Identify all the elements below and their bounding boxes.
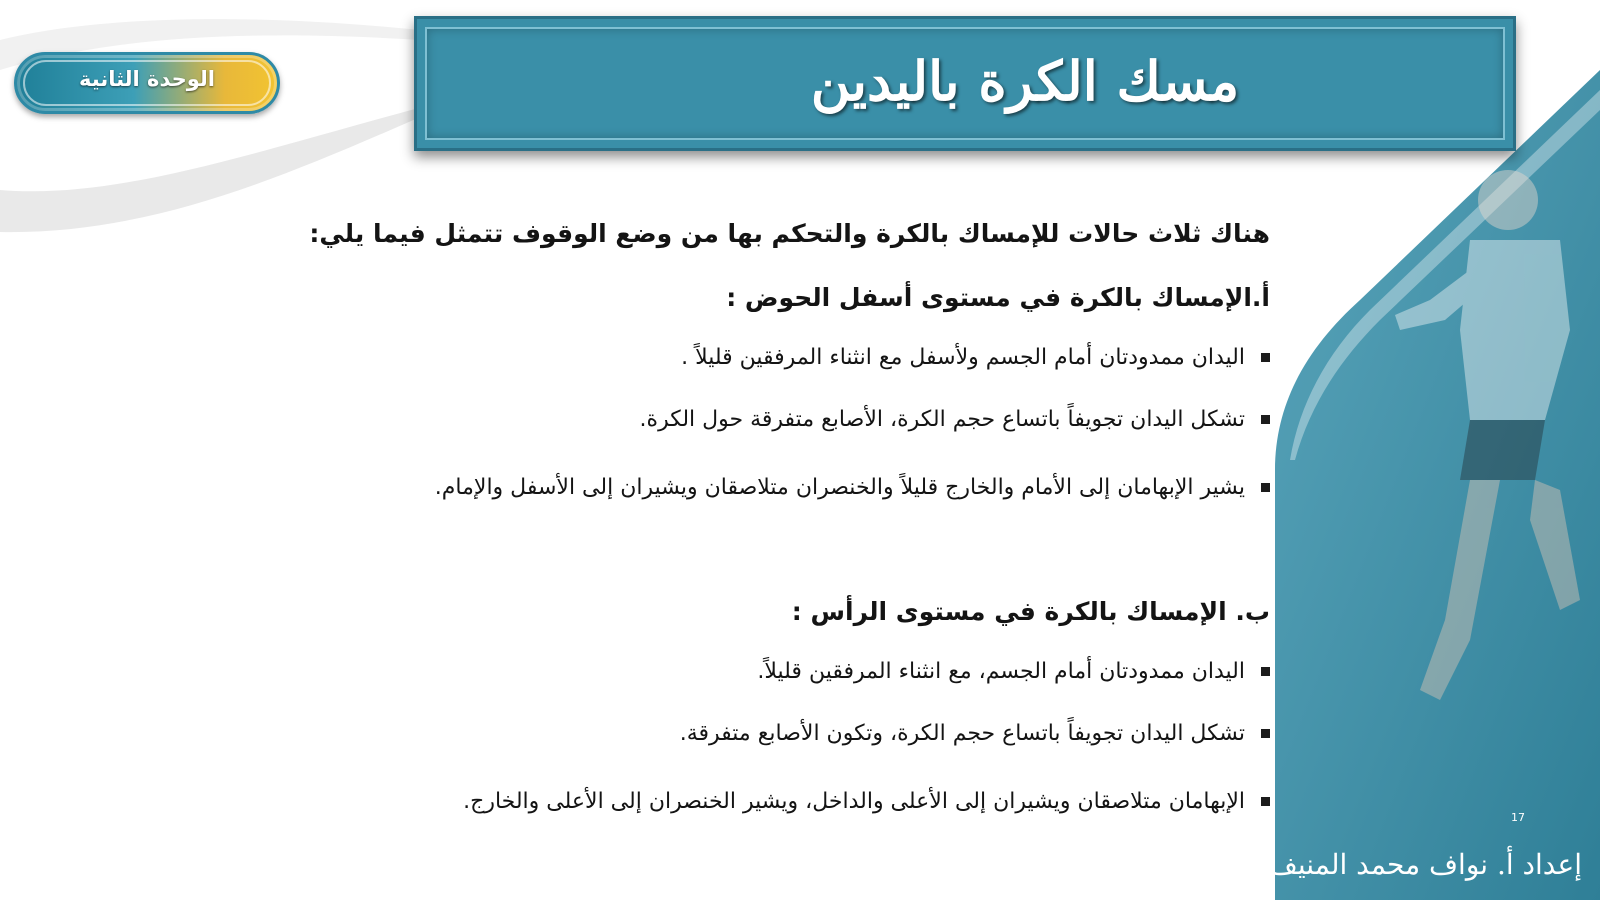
title-banner [414, 16, 1516, 151]
bullet-square-icon [1261, 483, 1270, 492]
bullet-text: الإبهامان متلاصقان ويشيران إلى الأعلى والداخل، ويشير الخنصران إلى الأعلى والخارج. [463, 789, 1245, 814]
bullet-text: تشكل اليدان تجويفاً باتساع حجم الكرة، الأصابع متفرقة حول الكرة. [639, 407, 1245, 432]
list-item [680, 721, 1270, 746]
author-credit: إعداد أ. نواف محمد المنيف [1268, 848, 1582, 881]
bullet-text: يشير الإبهامان إلى الأمام والخارج قليلاً والخنصران متلاصقان ويشيران إلى الأسفل والإمام. [434, 475, 1245, 500]
bullet-square-icon [1261, 729, 1270, 738]
page-number: 17 [1511, 811, 1525, 824]
list-item [463, 789, 1270, 814]
bullet-text: اليدان ممدودتان أمام الجسم، مع انثناء المرفقين قليلاً. [757, 659, 1245, 684]
unit-label: الوحدة الثانية [79, 67, 215, 91]
bullet-text: تشكل اليدان تجويفاً باتساع حجم الكرة، وتكون الأصابع متفرقة. [679, 721, 1245, 746]
unit-badge [14, 52, 280, 114]
section-heading-a: أ.الإمساك بالكرة في مستوى أسفل الحوض : [726, 283, 1270, 312]
bullet-square-icon [1261, 415, 1270, 424]
list-item [681, 345, 1270, 370]
list-item [757, 659, 1270, 684]
list-item [435, 475, 1270, 500]
bullet-text: اليدان ممدودتان أمام الجسم ولأسفل مع انثناء المرفقين قليلاً . [681, 345, 1245, 370]
list-item [640, 407, 1270, 432]
bullet-square-icon [1261, 353, 1270, 362]
page-title: مسك الكرة باليدين [810, 49, 1240, 113]
bullet-square-icon [1261, 797, 1270, 806]
bullet-square-icon [1261, 667, 1270, 676]
intro-text: هناك ثلاث حالات للإمساك بالكرة والتحكم بها من وضع الوقوف تتمثل فيما يلي: [309, 219, 1270, 248]
section-heading-b: ب. الإمساك بالكرة في مستوى الرأس : [791, 597, 1270, 626]
